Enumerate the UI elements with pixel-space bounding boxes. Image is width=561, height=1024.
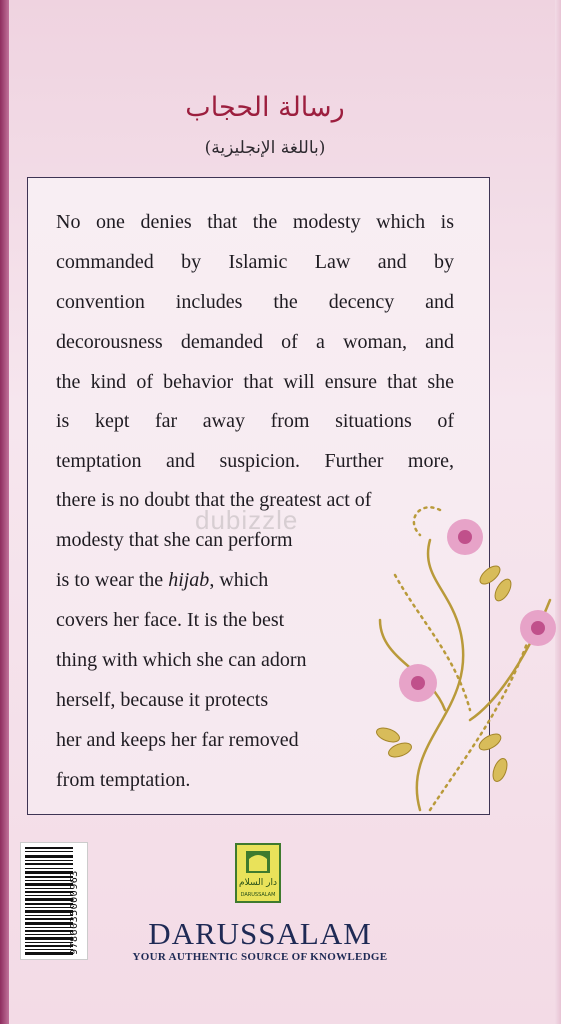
logo-latin-text: DARUSSALAM [240,892,276,898]
body-line-7: temptation and suspicion. Further more, [56,450,454,472]
pink-flower-2 [520,610,556,646]
logo-emblem [237,845,279,901]
body-line-6: is kept far away from situations of [56,410,454,432]
body-line-8: there is no doubt that the greatest act of [56,489,372,511]
darussalam-logo [235,843,281,903]
body-line-11: covers her face. It is the best [56,609,285,631]
publisher-name: DARUSSALAM [148,916,372,951]
body-line-10 [56,566,268,594]
body-line-12: thing with which she can adorn [56,649,307,671]
barcode-digits: 9786035000963 [69,870,80,955]
body-line-2: commanded by Islamic Law and by [56,251,454,273]
body-line-9: modesty that she can perform [56,529,293,551]
book-spine [0,0,9,1024]
publisher-tagline: YOUR AUTHENTIC SOURCE OF KNOWLEDGE [132,951,388,963]
body-line-1: No one denies that the modesty which is [56,211,454,233]
barcode-bars [25,847,73,955]
floral-ornament [360,480,561,820]
isbn-barcode [20,842,88,960]
body-line-10-start: is to wear the [56,569,164,591]
body-line-4: decorousness demanded of a woman, and [56,331,454,353]
arabic-title: رسالة الحجاب [185,92,345,123]
watermark-text: dubizzle [195,505,299,535]
body-line-10-end: , which [209,569,269,591]
body-line-13: herself, because it protects [56,689,269,711]
arabic-subtitle: (باللغة الإنجليزية) [204,138,326,158]
body-line-14: her and keeps her far removed [56,729,299,751]
logo-arabic-text: دار السلام [239,878,277,888]
pink-flower-1 [447,519,483,555]
body-line-5: the kind of behavior that will ensure that she [56,371,454,393]
body-line-3: convention includes the decency and [56,291,454,313]
body-line-15: from temptation. [56,769,191,791]
hijab-word: hijab [168,569,210,591]
pink-flower-3 [399,664,437,702]
